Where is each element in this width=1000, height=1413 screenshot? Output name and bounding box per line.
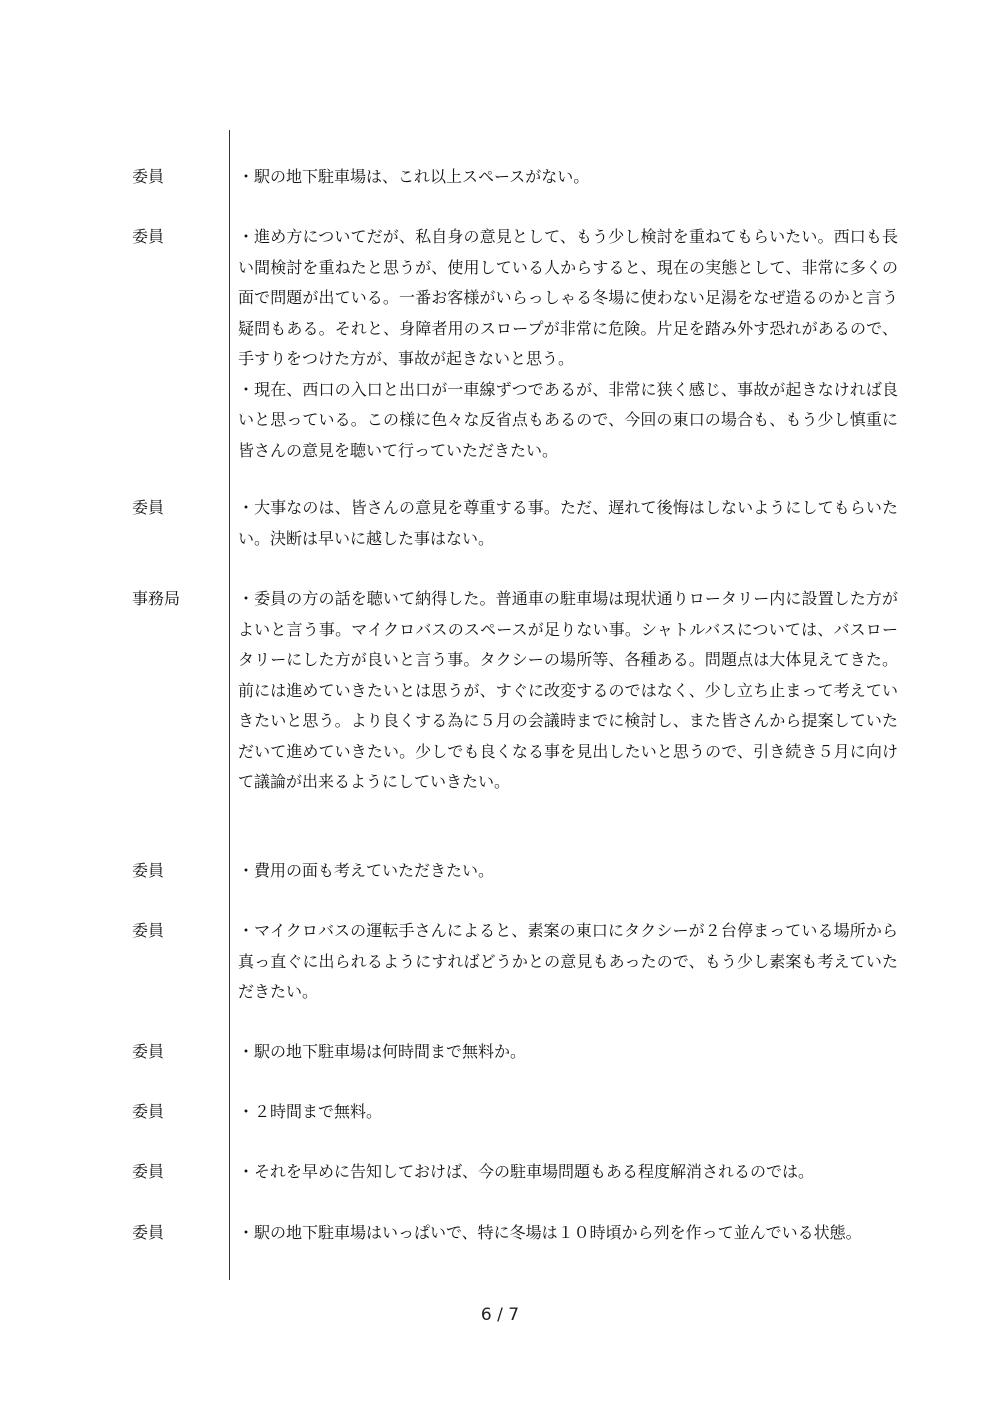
- speaker-label: 委員: [132, 1223, 165, 1242]
- statement-paragraph: ・現在、西口の入口と出口が一車線ずつであるが、非常に狭く感じ、事故が起きなければ良いと思っている。この様に色々な反省点もあるので、今回の東口の場合も、もう少し慎重に皆さんの意見を聴いて行っていただきたい。: [238, 379, 898, 460]
- statement-paragraph: ・それを早めに告知しておけば、今の駐車場問題もある程度解消されるのでは。: [238, 1162, 815, 1181]
- statement-paragraph: ・マイクロバスの運転手さんによると、素案の東口にタクシーが２台停まっている場所から真っ直ぐに出られるようにすればどうかとの意見もあったので、もう少し素案も考えていただきたい。: [238, 921, 898, 1001]
- statement-paragraph: ・駅の地下駐車場は何時間まで無料か。: [238, 1042, 527, 1061]
- statement: [238, 1218, 898, 1249]
- speaker-label: 委員: [132, 1162, 165, 1181]
- statement-paragraph: ・２時間まで無料。: [238, 1102, 383, 1121]
- statement: [238, 916, 898, 1008]
- statement: [238, 1097, 898, 1128]
- statement-paragraph: ・駅の地下駐車場はいっぱいで、特に冬場は１０時頃から列を作って並んでいる状態。: [238, 1223, 862, 1242]
- speaker-label: 委員: [132, 1042, 165, 1061]
- statement: [238, 856, 898, 887]
- speaker-label: 委員: [132, 167, 165, 186]
- speaker-label: 委員: [132, 227, 165, 246]
- statement-paragraph: ・大事なのは、皆さんの意見を尊重する事。ただ、遅れて後悔はしないようにしてもらいたい。決断は早いに越した事はない。: [238, 498, 898, 548]
- statement: [238, 1037, 898, 1068]
- statement: [238, 222, 898, 466]
- speaker-label: 委員: [132, 861, 165, 880]
- speaker-label: 委員: [132, 498, 165, 517]
- column-divider: [229, 130, 230, 1280]
- statement-paragraph: ・委員の方の話を聴いて納得した。普通車の駐車場は現状通りロータリー内に設置した方がよいと言う事。マイクロバスのスペースが足りない事。シャトルバスについては、バスロータリーにした方が良いと言う事。タクシーの場所等、各種ある。問題点は大体見えてきた。前には進めていきたいとは思うが、すぐに改変するのではなく、少し立ち止まって考えていきたいと思う。より良くする為に５月の会議時までに検討し、また皆さんから提案していただいて進めていきたい。少しでも良くなる事を見出したいと思うので、引き続き５月に向けて議論が出来るようにしていきたい。: [238, 589, 898, 791]
- statement: [238, 493, 898, 554]
- statement: [238, 1157, 898, 1188]
- speaker-label: 事務局: [132, 589, 181, 608]
- statement-paragraph: ・費用の面も考えていただきたい。: [238, 861, 495, 880]
- statement: [238, 584, 898, 798]
- statement-paragraph: ・進め方についてだが、私自身の意見として、もう少し検討を重ねてもらいたい。西口も長い間検討を重ねたと思うが、使用している人からすると、現在の実態として、非常に多くの面で問題が出ている。一番お客様がいらっしゃる冬場に使わない足湯をなぜ造るのかと言う疑問もある。それと、身障者用のスロープが非常に危険。片足を踏み外す恐れがあるので、手すりをつけた方が、事故が起きないと思う。: [238, 227, 898, 368]
- speaker-label: 委員: [132, 1102, 165, 1121]
- statement-paragraph: ・駅の地下駐車場は、これ以上スペースがない。: [238, 167, 590, 186]
- page-number: 6 / 7: [480, 1305, 520, 1325]
- speaker-label: 委員: [132, 921, 165, 940]
- statement: [238, 162, 898, 193]
